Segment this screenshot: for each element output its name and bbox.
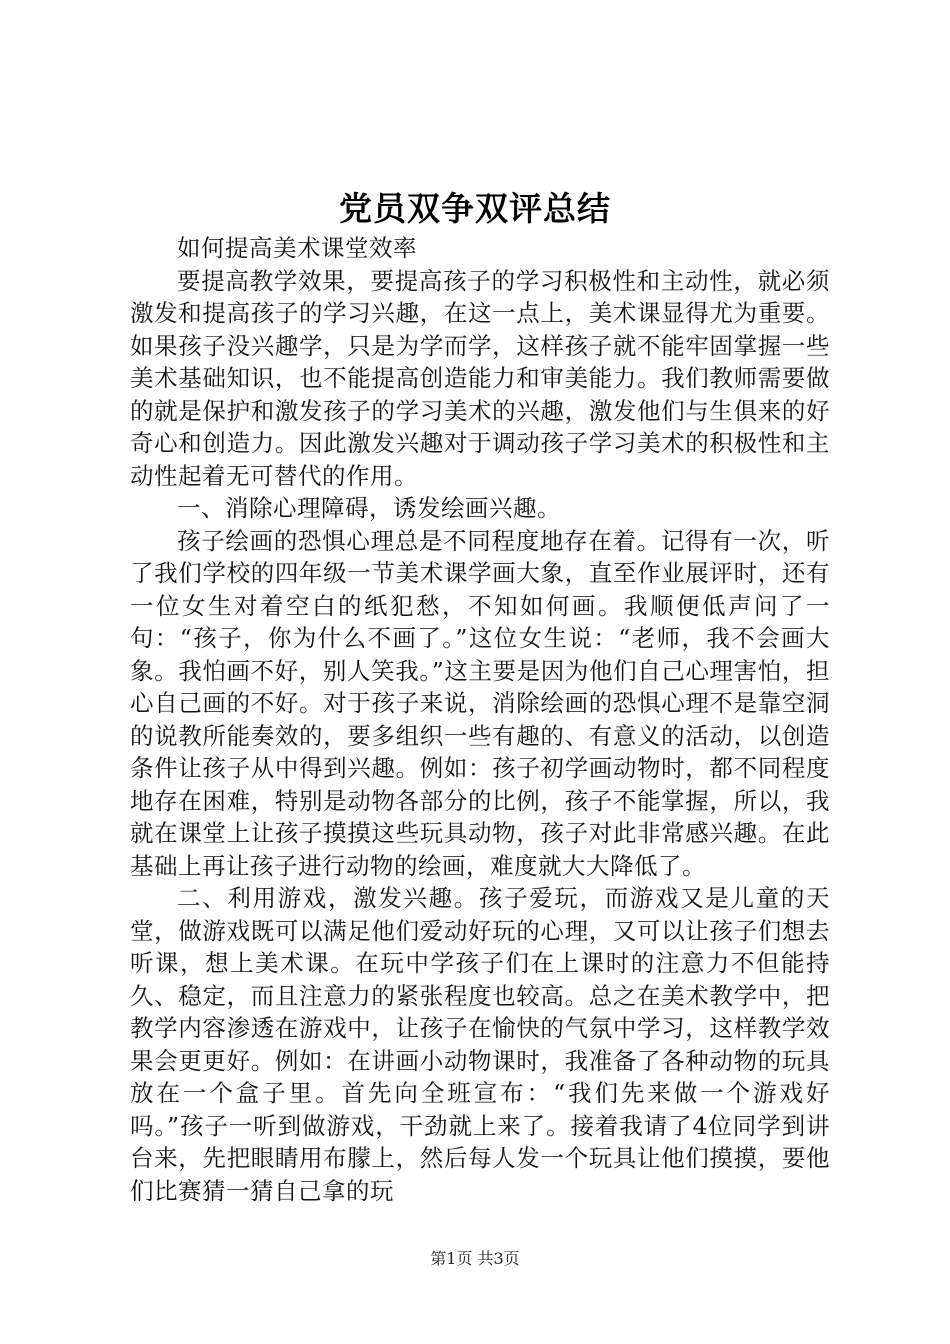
section-heading: 一、消除心理障碍，诱发绘画兴趣。 bbox=[177, 494, 561, 522]
paragraph-subtitle: 如何提高美术课堂效率 bbox=[177, 234, 417, 262]
paragraph: 要提高教学效果，要提高孩子的学习积极性和主动性，就必须激发和提高孩子的学习兴趣，在这一点上，美术课显得尤为重要。如果孩子没兴趣学，只是为学而学，这样孩子就不能牢固掌握一些美术基础知识，也不能提高创造能力和审美能力。我们教师需要做的就是保护和激发孩子的学习美术的兴趣，激发他们与生俱来的好奇心和创造力。因此激发兴趣对于调动孩子学习美术的积极性和主动性起着无可替代的作用。 bbox=[130, 266, 830, 490]
paragraph: 孩子绘画的恐惧心理总是不同程度地存在着。记得有一次，听了我们学校的四年级一节美术课学画大象，直至作业展评时，还有一位女生对着空白的纸犯愁，不知如何画。我顺便低声问了一句：“孩子，你为什么不画了。”这位女生说：“老师，我不会画大象。我怕画不好，别人笑我。”这主要是因为他们自己心理害怕，担心自己画的不好。对于孩子来说，消除绘画的恐惧心理不是靠空洞的说教所能奏效的，要多组织一些有趣的、有意义的活动，以创造条件让孩子从中得到兴趣。例如：孩子初学画动物时，都不同程度地存在困难，特别是动物各部分的比例，孩子不能掌握，所以，我就在课堂上让孩子摸摸这些玩具动物，孩子对此非常感兴趣。在此基础上再让孩子进行动物的绘画，难度就大大降低了。 bbox=[130, 526, 830, 880]
page-number-footer: 第1页 共3页 bbox=[430, 1249, 520, 1268]
document-title: 党员双争双评总结 bbox=[339, 189, 611, 228]
paragraph: 二、利用游戏，激发兴趣。孩子爱玩，而游戏又是儿童的天堂，做游戏既可以满足他们爱动好玩的心理，又可以让孩子们想去听课，想上美术课。在玩中学孩子们在上课时的注意力不但能持久、稳定，而且注意力的紧张程度也较高。总之在美术教学中，把教学内容渗透在游戏中，让孩子在愉快的气氛中学习，这样教学效果会更更好。例如：在讲画小动物课时，我准备了各种动物的玩具放在一个盒子里。首先向全班宣布：“我们先来做一个游戏好吗。”孩子一听到做游戏，干劲就上来了。接着我请了4位同学到讲台来，先把眼睛用布朦上，然后每人发一个玩具让他们摸摸，要他们比赛猜一猜自己拿的玩 bbox=[130, 884, 830, 1205]
document-body bbox=[130, 232, 830, 1207]
